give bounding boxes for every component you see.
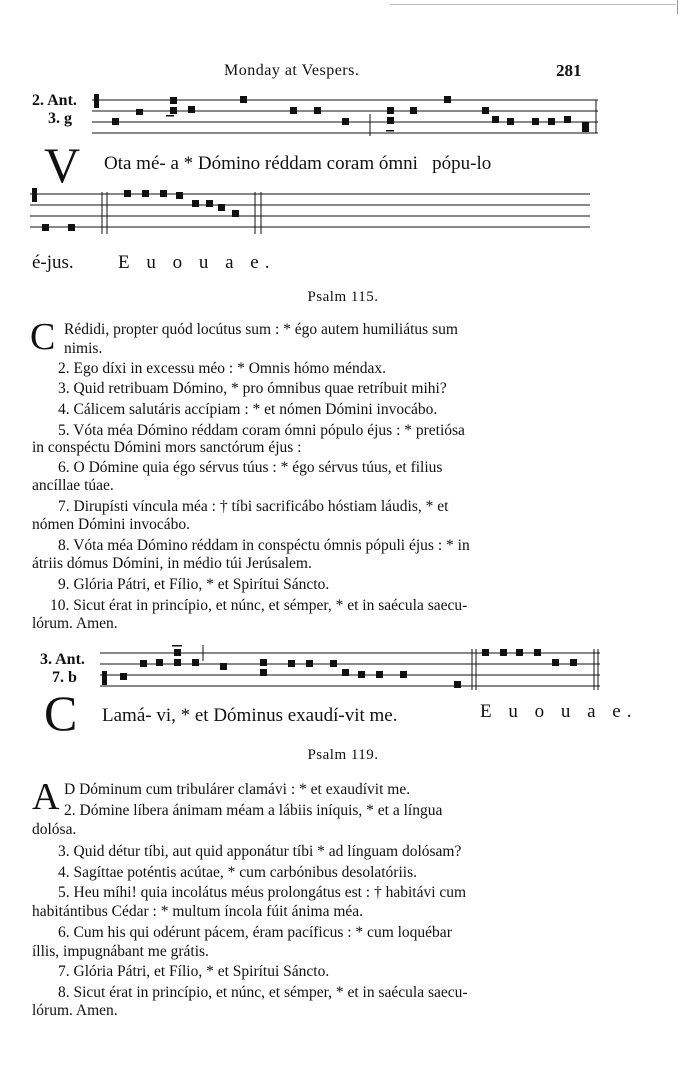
running-head: Monday at Vespers. <box>224 62 360 79</box>
psalm115-verse-8b: átriis dómus Dómini, in médio túi Jerúsalem. <box>32 555 312 572</box>
psalm119-verse-2a: 2. Dómine líbera ánimam méam a lábiis iníquis, * et a língua <box>64 802 443 819</box>
psalm119-verse-7: 7. Glória Pátri, et Fílio, * et Spirítui Sáncto. <box>58 963 330 980</box>
psalm119-verse-6a: 6. Cum his qui odérunt pácem, éram pacíficus : * cum loquébar <box>58 924 452 941</box>
antiphon2-mode: 3. g <box>48 110 72 127</box>
psalm115-verse-7a: 7. Dirupísti víncula méa : † tíbi sacrificábo hóstiam láudis, * et <box>58 498 449 515</box>
antiphon2-label: 2. Ant. <box>32 92 77 109</box>
antiphon3-lyric: Lamá- vi, * et Dóminus exaudí-vit me. <box>102 705 398 726</box>
psalm115-initial: C <box>30 316 56 358</box>
antiphon3-mode: 7. b <box>52 669 77 686</box>
psalm119-verse-6b: íllis, impugnábant me grátis. <box>32 943 209 960</box>
psalm115-verse-6b: ancíllae túae. <box>32 477 114 494</box>
antiphon3-label: 3. Ant. <box>40 651 85 668</box>
psalm115-verse-10b: lórum. Amen. <box>32 615 118 632</box>
psalm119-verse-5b: habitántibus Cédar : * multum íncola fúit ánima méa. <box>32 903 364 920</box>
psalm119-verse-3: 3. Quid détur tíbi, aut quid apponátur tíbi * ad línguam dolósam? <box>58 843 462 860</box>
psalm115-verse-3: 3. Quid retribuam Dómino, * pro ómnibus quae retríbuit mihi? <box>58 380 447 397</box>
antiphon3-staff <box>100 645 600 697</box>
antiphon2-initial: V <box>44 137 81 193</box>
psalm115-verse-5a: 5. Vóta méa Dómino réddam coram ómni pópulo éjus : * pretiósa <box>58 422 465 439</box>
antiphon3-initial: C <box>44 685 78 741</box>
page-number: 281 <box>556 61 582 80</box>
psalm119-verse-5a: 5. Heu míhi! quia incolátus méus prolongátus est : † habitávi cum <box>58 884 467 901</box>
top-rule <box>390 4 676 5</box>
psalm115-verse-6a: 6. O Dómine quia égo sérvus túus : * égo sérvus túus, et filius <box>58 459 443 476</box>
psalm115-verse-5b: in conspéctu Dómini mors sanctórum éjus : <box>32 439 302 456</box>
psalm115-verse-2: 2. Ego díxi in excessu méo : * Omnis hómo méndax. <box>58 360 387 377</box>
psalm119-verse-4: 4. Sagíttae poténtis acútae, * cum carbónibus desolatóriis. <box>58 864 417 881</box>
psalm119-title: Psalm 119. <box>307 747 379 763</box>
antiphon2-staff-2 <box>30 186 590 238</box>
psalm115-verse-4: 4. Cálicem salutáris accípiam : * et nómen Dómini invocábo. <box>58 401 438 418</box>
psalm119-verse-2b: dolósa. <box>32 821 77 838</box>
psalm115-verse-1a: Rédidi, propter quód locútus sum : * égo autem humiliátus sum <box>64 321 458 338</box>
psalm119-verse-8a: 8. Sicut érat in princípio, et núnc, et sémper, * et in saécula saecu- <box>58 984 468 1001</box>
psalm115-verse-9: 9. Glória Pátri, et Fílio, * et Spirítui Sáncto. <box>58 576 330 593</box>
psalm115-verse-10a: 10. Sicut érat in princípio, et núnc, et sémper, * et in saécula saecu- <box>50 597 468 614</box>
psalm115-title: Psalm 115. <box>307 289 379 305</box>
psalm119-verse-1: D Dóminum cum tribulárer clamávi : * et exaudívit me. <box>64 781 411 798</box>
top-corner-rule <box>677 0 678 14</box>
psalm115-verse-1b: nimis. <box>64 340 103 357</box>
psalm115-verse-7b: nómen Dómini invocábo. <box>32 516 190 533</box>
antiphon2-staff-1 <box>92 92 598 144</box>
antiphon2-euouae: E u o u a e. <box>118 252 276 273</box>
psalm119-verse-8b: lórum. Amen. <box>32 1002 118 1019</box>
antiphon2-lyric-line1: Ota mé- a * Dómino réddam coram ómni pópu-lo <box>104 153 492 174</box>
psalm115-verse-8a: 8. Vóta méa Dómino réddam in conspéctu ómnis pópuli éjus : * in <box>58 537 470 554</box>
antiphon3-euouae: E u o u a e. <box>480 701 638 722</box>
psalm119-initial: A <box>32 776 60 818</box>
antiphon2-lyric-line2: é-jus. <box>32 252 74 273</box>
